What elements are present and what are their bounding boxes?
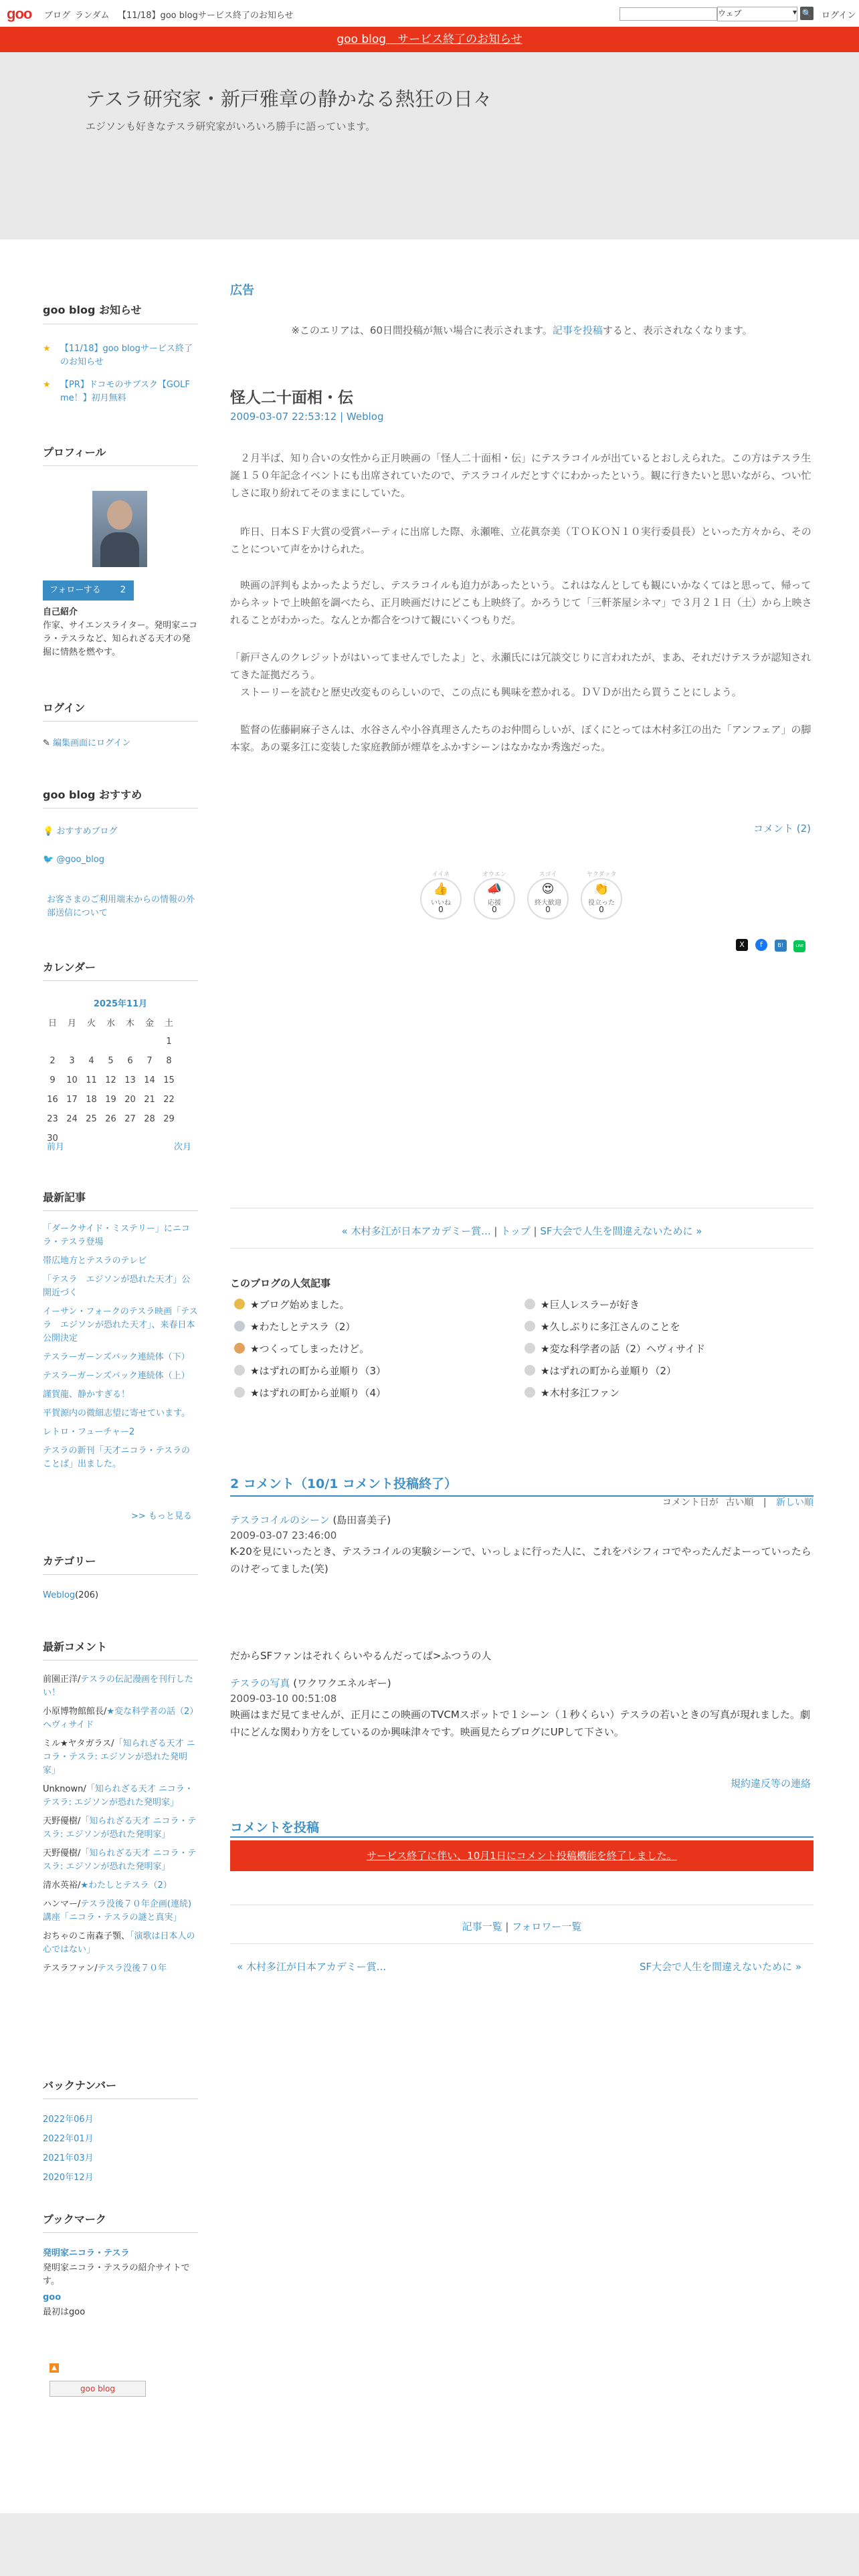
calendar-day: 23	[47, 1114, 58, 1124]
calendar-day: 18	[86, 1095, 97, 1105]
notice-heading: goo blog お知らせ	[43, 304, 142, 316]
popular-link[interactable]: ★はずれの町から並順り（4）	[250, 1387, 386, 1399]
blog-header	[0, 52, 859, 239]
recent-comment-item	[43, 1962, 198, 1975]
ad-notice-text: ※このエリアは、60日間投稿が無い場合に表示されます。	[291, 324, 553, 336]
popular-item[interactable]	[524, 1364, 805, 1386]
recent-post-link[interactable]: 帯広地方とテスラのテレビ	[43, 1256, 147, 1266]
follow-label: フォローする	[50, 585, 101, 595]
calendar-day: 8	[166, 1056, 172, 1066]
comment-title[interactable]: テスラの写真	[230, 1677, 290, 1689]
calendar-day	[82, 1032, 101, 1051]
calendar-day: 10	[66, 1075, 78, 1085]
edit-login-link[interactable]: 編集画面にログイン	[53, 738, 131, 748]
reaction-count: 0	[492, 905, 497, 914]
calendar-day	[62, 1032, 82, 1051]
comment-post-link[interactable]: テスラ没後７０年企画(連続)講座「ニコラ・テスラの謎と真実」	[43, 1899, 192, 1923]
rss-icon[interactable]: ▲	[50, 2363, 59, 2373]
article-title[interactable]: 怪人二十面相・伝	[230, 389, 353, 407]
comment-post-link[interactable]: 「演歌は日本人の心ではない」	[43, 1931, 195, 1955]
recent-comment-item	[43, 1930, 198, 1957]
divider	[230, 1943, 814, 1944]
sort-new[interactable]: 新しい順	[776, 1497, 814, 1508]
follower-list-link[interactable]: フォロワー一覧	[512, 1921, 582, 1933]
search-button[interactable]	[800, 7, 814, 20]
comment-date: 2009-03-07 23:46:00	[230, 1529, 337, 1541]
divider	[43, 980, 198, 981]
rank-circle-icon	[524, 1343, 535, 1354]
backnumber-heading: バックナンバー	[43, 2079, 117, 2092]
notice-item[interactable]	[43, 379, 198, 403]
calendar-day: 30	[47, 1134, 58, 1144]
crown-icon	[234, 1299, 245, 1309]
calendar-week	[43, 1032, 179, 1051]
comment-post-link[interactable]: 「知られざる天才 ニコラ・テスラ: エジソンが恐れた発明家」	[43, 1816, 197, 1840]
edit-login-item[interactable]	[43, 737, 130, 750]
bookmark-title[interactable]: 発明家ニコラ・テスラ	[43, 2248, 130, 2258]
calendar-day: 1	[166, 1037, 172, 1047]
reaction-circle	[581, 878, 622, 920]
recent-posts-list	[43, 1222, 198, 1477]
crown-icon	[234, 1343, 245, 1354]
footer	[0, 2513, 859, 2576]
popular-list-right	[524, 1297, 805, 1408]
recent-post-link[interactable]: テスラーガーンズバック連続体（下）	[43, 1352, 190, 1362]
calendar-weekday: 土	[164, 1018, 173, 1029]
calendar-day	[62, 1129, 82, 1148]
search-icon: 🔍	[801, 9, 812, 18]
x-share-icon[interactable]: X	[736, 939, 748, 951]
hatena-share-icon[interactable]: B!	[775, 940, 787, 952]
calendar-week	[43, 1090, 179, 1109]
reaction-button[interactable]	[419, 869, 463, 920]
popular-link[interactable]: ★つくってしまったけど。	[250, 1343, 370, 1355]
recent-comment-item	[43, 1673, 198, 1700]
calendar-weekday: 日	[47, 1018, 57, 1029]
article-nav: « 木村多江が日本アカデミー賞... | トップ | SF大会で人生を間違えないために »	[341, 1225, 702, 1237]
self-intro-label: 自己紹介	[43, 607, 78, 617]
login-heading: ログイン	[43, 702, 86, 714]
calendar-day: 9	[50, 1075, 56, 1085]
popular-item[interactable]	[524, 1319, 805, 1341]
ad-notice-text: すると、表示されなくなります。	[602, 324, 753, 336]
recent-comment-item	[43, 1815, 198, 1842]
calendar-day	[120, 1032, 140, 1051]
bookmark-heading: ブックマーク	[43, 2213, 106, 2226]
reaction-icon: 📣	[486, 882, 502, 896]
calendar-day: 24	[66, 1114, 78, 1124]
comment-post-link[interactable]: テスラの伝記漫画を刊行したい！	[43, 1675, 193, 1698]
reaction-icon: 👏	[593, 882, 609, 896]
divider	[43, 1574, 198, 1575]
calendar-day	[140, 1129, 159, 1148]
recent-comment-item	[43, 1847, 198, 1874]
star-icon: ★	[43, 380, 51, 390]
calendar-day: 6	[127, 1056, 133, 1066]
recent-post-link[interactable]: レトロ・フューチャー2	[43, 1427, 135, 1437]
article-date: 2009-03-07 22:53:12	[230, 411, 337, 423]
article-meta: 2009-03-07 22:53:12 | Weblog	[230, 411, 384, 423]
report-link[interactable]: 規約違反等の連絡	[731, 1778, 812, 1790]
comment-item	[230, 1513, 814, 1665]
comment-post-link[interactable]: 「知られざる天才 ニコラ・テスラ: エジソンが恐れた発明家」	[43, 1848, 197, 1872]
category-link[interactable]: Weblog	[43, 1590, 76, 1600]
search-type-value: ウェブ	[718, 9, 742, 18]
calendar-day: 4	[88, 1056, 94, 1066]
notice-link[interactable]: 【11/18】goo blogサービス終了のお知らせ	[60, 344, 193, 367]
search-type-select[interactable]	[717, 7, 797, 21]
comment-post-link[interactable]: テスラ没後７０年	[97, 1963, 167, 1973]
popular-item[interactable]	[234, 1364, 515, 1386]
comment-item	[230, 1676, 814, 1741]
bookmark-desc: 最初はgoo	[43, 2307, 86, 2317]
recent-post-link[interactable]: 平賀源内の微細志望に寄せています。	[43, 1408, 190, 1418]
article-paragraph: ２月半ば、知り合いの女性から正月映画の「怪人二十面相・伝」にテスラコイルが出ているとおしえられた。この方はテスラ生誕１５０年記念イベントにも出席されていたので、テスラコイルだとすぐにわかったという。観に行きたいと思いながら、つい忙しさに取り紛れてそのままにしていた。	[230, 452, 812, 499]
comment-post-link[interactable]: 「知られざる天才 ニコラ・テスラ: エジソンが恐れた発明家」	[43, 1739, 195, 1776]
comment-author: ミル★ヤタガラス/	[43, 1739, 114, 1749]
popular-item[interactable]	[234, 1319, 515, 1341]
calendar-weekday: 金	[145, 1018, 154, 1029]
rank-circle-icon	[234, 1387, 245, 1398]
reaction-caption: オウエン	[482, 871, 506, 878]
reaction-count: 0	[438, 905, 444, 914]
comment-post-link[interactable]: ★わたしとテスラ（2）	[80, 1881, 172, 1891]
reaction-label: 終大歓迎	[535, 899, 561, 907]
reaction-label: いいね	[431, 899, 451, 907]
calendar-day: 29	[163, 1114, 175, 1124]
comment-author: 小原博物館館長/	[43, 1707, 107, 1717]
comment-post-link[interactable]: ★変な科学者の話（2）ヘヴィサイド	[43, 1707, 194, 1730]
calendar-day	[43, 1032, 62, 1051]
ad-notice	[230, 323, 814, 337]
reaction-button[interactable]	[579, 869, 624, 920]
article-paragraph: 映画の評判もよかったようだし、テスラコイルも迫力があったという。これはなんとしても観にいかなくてはと思って、帰ってからネットで上映館を調べたら、正月映画だけにどこも上映終了。かろうじて「三軒茶屋シネマ」で３月２１日（土）から上映されることがわかった。なんとか都合をつけて観にいくつもりだ。	[230, 579, 812, 626]
recent-post-link[interactable]: 「ダークサイド・ミステリー」にニコラ・テスラ登場	[43, 1224, 190, 1247]
blog-description: エジソンも好きなテスラ研究家がいろいろ勝手に語っています。	[86, 120, 376, 132]
backnumber-item[interactable]: 2022年01月	[43, 2134, 94, 2144]
reaction-label: 役立った	[588, 899, 615, 907]
blog-title[interactable]: テスラ研究家・新戸雅章の静かなる熱狂の日々	[86, 88, 492, 110]
reaction-circle	[420, 878, 462, 920]
popular-link[interactable]: ★久しぶりに多江さんのことを	[541, 1321, 680, 1333]
line-share-icon[interactable]: LINE	[793, 940, 805, 952]
calendar-day: 26	[105, 1114, 116, 1124]
calendar-weekdays	[43, 1012, 179, 1032]
share-bar	[736, 938, 805, 951]
divider	[43, 808, 198, 809]
reaction-count: 0	[545, 905, 551, 914]
comment-date: 2009-03-10 00:51:08	[230, 1693, 337, 1705]
backnumber-item[interactable]: 2020年12月	[43, 2173, 94, 2183]
comment-author: テスラファン/	[43, 1963, 98, 1973]
comment-body: K-20を見にいったとき、テスラコイルの実験シーンで、いっしょに行った人に、これをパシフィコでやったんだよーっていったらのけぞってました(笑) だからSFファンはそれくらいやるんだってば>ふつうの人	[230, 1545, 812, 1662]
info-transmission-link[interactable]: お客さまのご利用端末からの情報の外部送信について	[47, 895, 195, 918]
recommend-link[interactable]: @goo_blog	[56, 855, 105, 865]
comment-count-link[interactable]: コメント (2)	[753, 823, 812, 835]
recent-comment-item	[43, 1705, 198, 1732]
goo-logo[interactable]: goo	[7, 5, 32, 22]
reaction-label: 応援	[488, 899, 501, 907]
recent-post-link[interactable]: テスラの新刊「天才ニコラ・テスラのことば」出ました。	[43, 1446, 190, 1469]
calendar-day: 17	[66, 1095, 78, 1105]
reaction-button[interactable]	[526, 869, 570, 920]
calendar-weekday: 水	[106, 1018, 115, 1029]
pencil-icon: ✎	[43, 738, 50, 748]
reaction-circle	[527, 878, 569, 920]
recommend-link[interactable]: おすすめブログ	[56, 827, 118, 837]
divider	[230, 1836, 814, 1838]
post-comment-heading: コメントを投稿	[230, 1820, 320, 1835]
comment-author: Unknown/	[43, 1784, 86, 1794]
facebook-share-icon[interactable]: f	[755, 939, 767, 951]
calendar-day: 21	[144, 1095, 155, 1105]
calendar-day: 14	[144, 1075, 155, 1085]
calendar-day	[120, 1129, 140, 1148]
calendar-day: 19	[105, 1095, 116, 1105]
popular-list-left	[234, 1297, 515, 1408]
follow-count: 2	[120, 585, 126, 595]
article-paragraph: 監督の佐藤嗣麻子さんは、水谷さんや小谷真理さんたちのお仲間らしいが、ぼくにとっては木村多江の出た「アンフェア」の脚本家。あの粟多江に変装した家庭教師が煙草をふかすシーンはなかなか秀逸だった。	[230, 724, 812, 753]
article-category[interactable]: Weblog	[346, 411, 384, 423]
calendar-day	[101, 1129, 120, 1148]
comment-author: 前園正洋/	[43, 1675, 81, 1685]
recent-comments-list	[43, 1673, 198, 1981]
popular-link[interactable]: ★巨人レスラーが好き	[541, 1299, 640, 1311]
calendar-day: 20	[124, 1095, 136, 1105]
calendar-day: 3	[69, 1056, 75, 1066]
sort-old[interactable]: 古い順	[725, 1497, 754, 1508]
login-link[interactable]: ログイン	[822, 11, 856, 21]
toolbar-link-random[interactable]: ランダム	[75, 11, 110, 21]
divider	[43, 465, 198, 466]
backnumber-item[interactable]: 2022年06月	[43, 2115, 94, 2125]
category-item[interactable]	[43, 1589, 98, 1602]
backnumber-list	[43, 2113, 198, 2188]
calendar-weekday: 月	[67, 1018, 76, 1029]
calendar-day: 25	[86, 1114, 97, 1124]
popular-link[interactable]: ★変な科学者の話（2）ヘヴィサイド	[541, 1343, 706, 1355]
category-count: (206)	[75, 1590, 99, 1600]
comment-post-link[interactable]: 「知られざる天才 ニコラ・テスラ: エジソンが恐れた発明家」	[43, 1784, 193, 1808]
reaction-button[interactable]	[472, 869, 516, 920]
reaction-icon: 👍	[433, 882, 449, 896]
calendar-weekday: 木	[125, 1018, 134, 1029]
recommend-item[interactable]	[43, 825, 117, 839]
rank-circle-icon	[234, 1365, 245, 1376]
popular-item[interactable]	[234, 1341, 515, 1364]
recommend-item[interactable]	[43, 853, 104, 867]
calendar-day: 27	[124, 1114, 136, 1124]
recent-post-link[interactable]: テスラーガーンズバック連続体（上）	[43, 1371, 190, 1381]
calendar-day: 13	[124, 1075, 136, 1085]
rank-circle-icon	[524, 1365, 535, 1376]
calendar-table	[43, 1012, 179, 1148]
recommend-heading: goo blog おすすめ	[43, 788, 142, 801]
notice-link[interactable]: 【PR】ドコモのサブスク【GOLF me！】初月無料	[60, 380, 190, 403]
calendar-day: 5	[108, 1056, 114, 1066]
comment-author: 天野優樹/	[43, 1816, 81, 1826]
popular-link[interactable]: ★木村多江ファン	[541, 1387, 620, 1399]
toolbar-link-notice[interactable]: 【11/18】goo blogサービス終了のお知らせ	[118, 11, 294, 21]
bookmark-title[interactable]: goo	[43, 2292, 62, 2302]
twitter-icon: 🐦	[43, 855, 54, 865]
goo-blog-badge[interactable]: goo blog	[50, 2381, 146, 2397]
divider	[43, 721, 198, 722]
popular-item[interactable]	[524, 1297, 805, 1319]
recent-comment-item	[43, 1737, 198, 1778]
bookmark-desc: 発明家ニコラ・テスラの紹介サイトです。	[43, 2263, 190, 2286]
chevron-down-icon: ▾	[792, 7, 797, 17]
service-end-banner[interactable]: goo blog サービス終了のお知らせ	[0, 27, 859, 52]
calendar-day: 28	[144, 1114, 155, 1124]
recent-comments-heading: 最新コメント	[43, 1640, 108, 1653]
comment-body: 映画はまだ見てませんが、正月にこの映画のTVCMスポットで１シーン（１秒くらい）テスラの若いときの写真が現れました。劇中にどんな関わり方をしているのか興味津々です。映画見たらブログにUPして下さい。	[230, 1709, 810, 1738]
comment-title[interactable]: テスラコイルのシーン	[230, 1514, 330, 1526]
recent-comment-item	[43, 1879, 198, 1893]
post-article-link[interactable]: 記事を投稿	[552, 324, 603, 336]
recent-post-link[interactable]: 謹賀龍、静かすぎる！	[43, 1390, 130, 1400]
calendar-day: 16	[47, 1095, 58, 1105]
reaction-count: 0	[599, 905, 604, 914]
calendar-day: 2	[50, 1056, 56, 1066]
calendar-week	[43, 1051, 179, 1071]
calendar-day	[82, 1129, 101, 1148]
recent-comment-item	[43, 1783, 198, 1810]
more-link[interactable]: >> もっと見る	[131, 1511, 192, 1521]
reaction-circle	[474, 878, 515, 920]
comment-author: (ワクワクエネルギー)	[293, 1677, 391, 1689]
popular-item[interactable]	[524, 1341, 805, 1364]
reactions-bar	[419, 869, 633, 923]
recent-post-link[interactable]: イーサン・フォークのテスラ映画「テスラ エジソンが恐れた天才」、来春日本公開決定	[43, 1307, 198, 1344]
article-paragraph: 昨日、日本ＳＦ大賞の受賞パーティに出席した際、永瀬唯、立花眞奈美（ＴＯＫＯＮ１０実行委員長）といった方々から、そのことについて声をかけられた。	[230, 526, 812, 555]
bottom-links: 記事一覧 | フォロワー一覧	[462, 1921, 582, 1933]
calendar-day: 15	[163, 1075, 175, 1085]
calendar-day	[140, 1032, 159, 1051]
top-link[interactable]: トップ	[500, 1225, 531, 1237]
calendar-week	[43, 1071, 179, 1090]
reaction-caption: イイネ	[432, 871, 450, 878]
popular-heading: このブログの人気記事	[230, 1277, 331, 1289]
notice-item[interactable]	[43, 342, 198, 367]
calendar-day: 7	[147, 1056, 153, 1066]
rank-circle-icon	[524, 1299, 535, 1309]
category-heading: カテゴリー	[43, 1555, 96, 1568]
calendar-day: 22	[163, 1095, 175, 1105]
follow-button[interactable]	[43, 580, 134, 601]
divider	[43, 1210, 198, 1211]
reaction-icon: 😍	[541, 882, 555, 896]
profile-heading: プロフィール	[43, 446, 106, 459]
bottom-prev-link[interactable]: « 木村多江が日本アカデミー賞...	[237, 1961, 387, 1973]
recent-posts-heading: 最新記事	[43, 1191, 86, 1204]
popular-item[interactable]	[234, 1297, 515, 1319]
article-paragraph: 「新戸さんのクレジットがはいってませんでしたよ」と、永瀬氏には冗談交じりに言われたが、まあ、それだけテスラが認知されてきた証拠だろう。 ストーリーを読むと歴史改変ものらしいので、この点にも興味を惹かれる。ＤＶＤが出たら買うことにしよう。	[230, 651, 812, 698]
divider	[230, 1248, 814, 1249]
calendar-day: 11	[86, 1075, 97, 1085]
reaction-caption: ヤクダッタ	[586, 871, 617, 878]
toolbar-link-blog[interactable]: ブログ	[44, 11, 71, 21]
crown-icon	[234, 1321, 245, 1331]
ad-heading: 広告	[230, 284, 254, 298]
reaction-caption: スゴイ	[539, 871, 557, 878]
sort-label: コメント日が	[662, 1497, 719, 1508]
divider	[43, 2232, 198, 2233]
comment-author: (島田喜美子)	[332, 1514, 391, 1526]
calendar-prev[interactable]: 前月	[47, 1142, 65, 1152]
calendar-next[interactable]: 次月	[174, 1142, 192, 1152]
recent-post-link[interactable]: 「テスラ エジソンが恐れた天才」公開近づく	[43, 1275, 191, 1298]
calendar-day	[101, 1032, 120, 1051]
comment-author: 清水英裕/	[43, 1881, 81, 1891]
popular-item[interactable]	[524, 1386, 805, 1408]
star-icon: ★	[43, 344, 51, 354]
comment-author: 天野優樹/	[43, 1848, 81, 1858]
prev-article-link[interactable]: « 木村多江が日本アカデミー賞...	[341, 1225, 491, 1237]
popular-item[interactable]	[234, 1386, 515, 1408]
search-input[interactable]	[619, 7, 717, 21]
popular-link[interactable]: ★はずれの町から並順り（2）	[541, 1365, 676, 1377]
top-toolbar	[0, 0, 859, 27]
comment-author: ハンマー/	[43, 1899, 81, 1909]
profile-photo[interactable]	[92, 491, 147, 567]
comment-author: おちゃのこ南森子顎、	[43, 1931, 130, 1941]
rank-circle-icon	[524, 1321, 535, 1331]
rank-circle-icon	[524, 1387, 535, 1398]
recent-comment-item	[43, 1898, 198, 1925]
calendar-weekday: 火	[86, 1018, 96, 1029]
lightbulb-icon: 💡	[43, 827, 54, 837]
next-article-link[interactable]: SF大会で人生を間違えないために »	[540, 1225, 702, 1237]
popular-link[interactable]: ★はずれの町から並順り（3）	[250, 1365, 386, 1377]
article-list-link[interactable]: 記事一覧	[462, 1921, 502, 1933]
comment-closed-notice[interactable]: サービス終了に伴い、10月1日にコメント投稿機能を終了しました。	[230, 1840, 814, 1871]
comment-sort: コメント日が 古い順 | 新しい順	[662, 1497, 814, 1508]
comments-heading: 2 コメント（10/1 コメント投稿終了）	[230, 1477, 458, 1491]
calendar-heading: カレンダー	[43, 961, 96, 974]
popular-link[interactable]: ★ブログ始めました。	[250, 1299, 350, 1311]
bottom-next-link[interactable]: SF大会で人生を間違えないために »	[640, 1961, 802, 1973]
calendar-week	[43, 1109, 179, 1129]
calendar-month: 2025年11月	[93, 999, 148, 1009]
popular-link[interactable]: ★わたしとテスラ（2）	[250, 1321, 356, 1333]
backnumber-item[interactable]: 2021年03月	[43, 2153, 94, 2163]
calendar-day: 12	[105, 1075, 116, 1085]
self-intro-text: 作家、サイエンスライター。発明家ニコラ・テスラなど、知られざる天才の発掘に情熱を燃やす。	[43, 621, 198, 657]
